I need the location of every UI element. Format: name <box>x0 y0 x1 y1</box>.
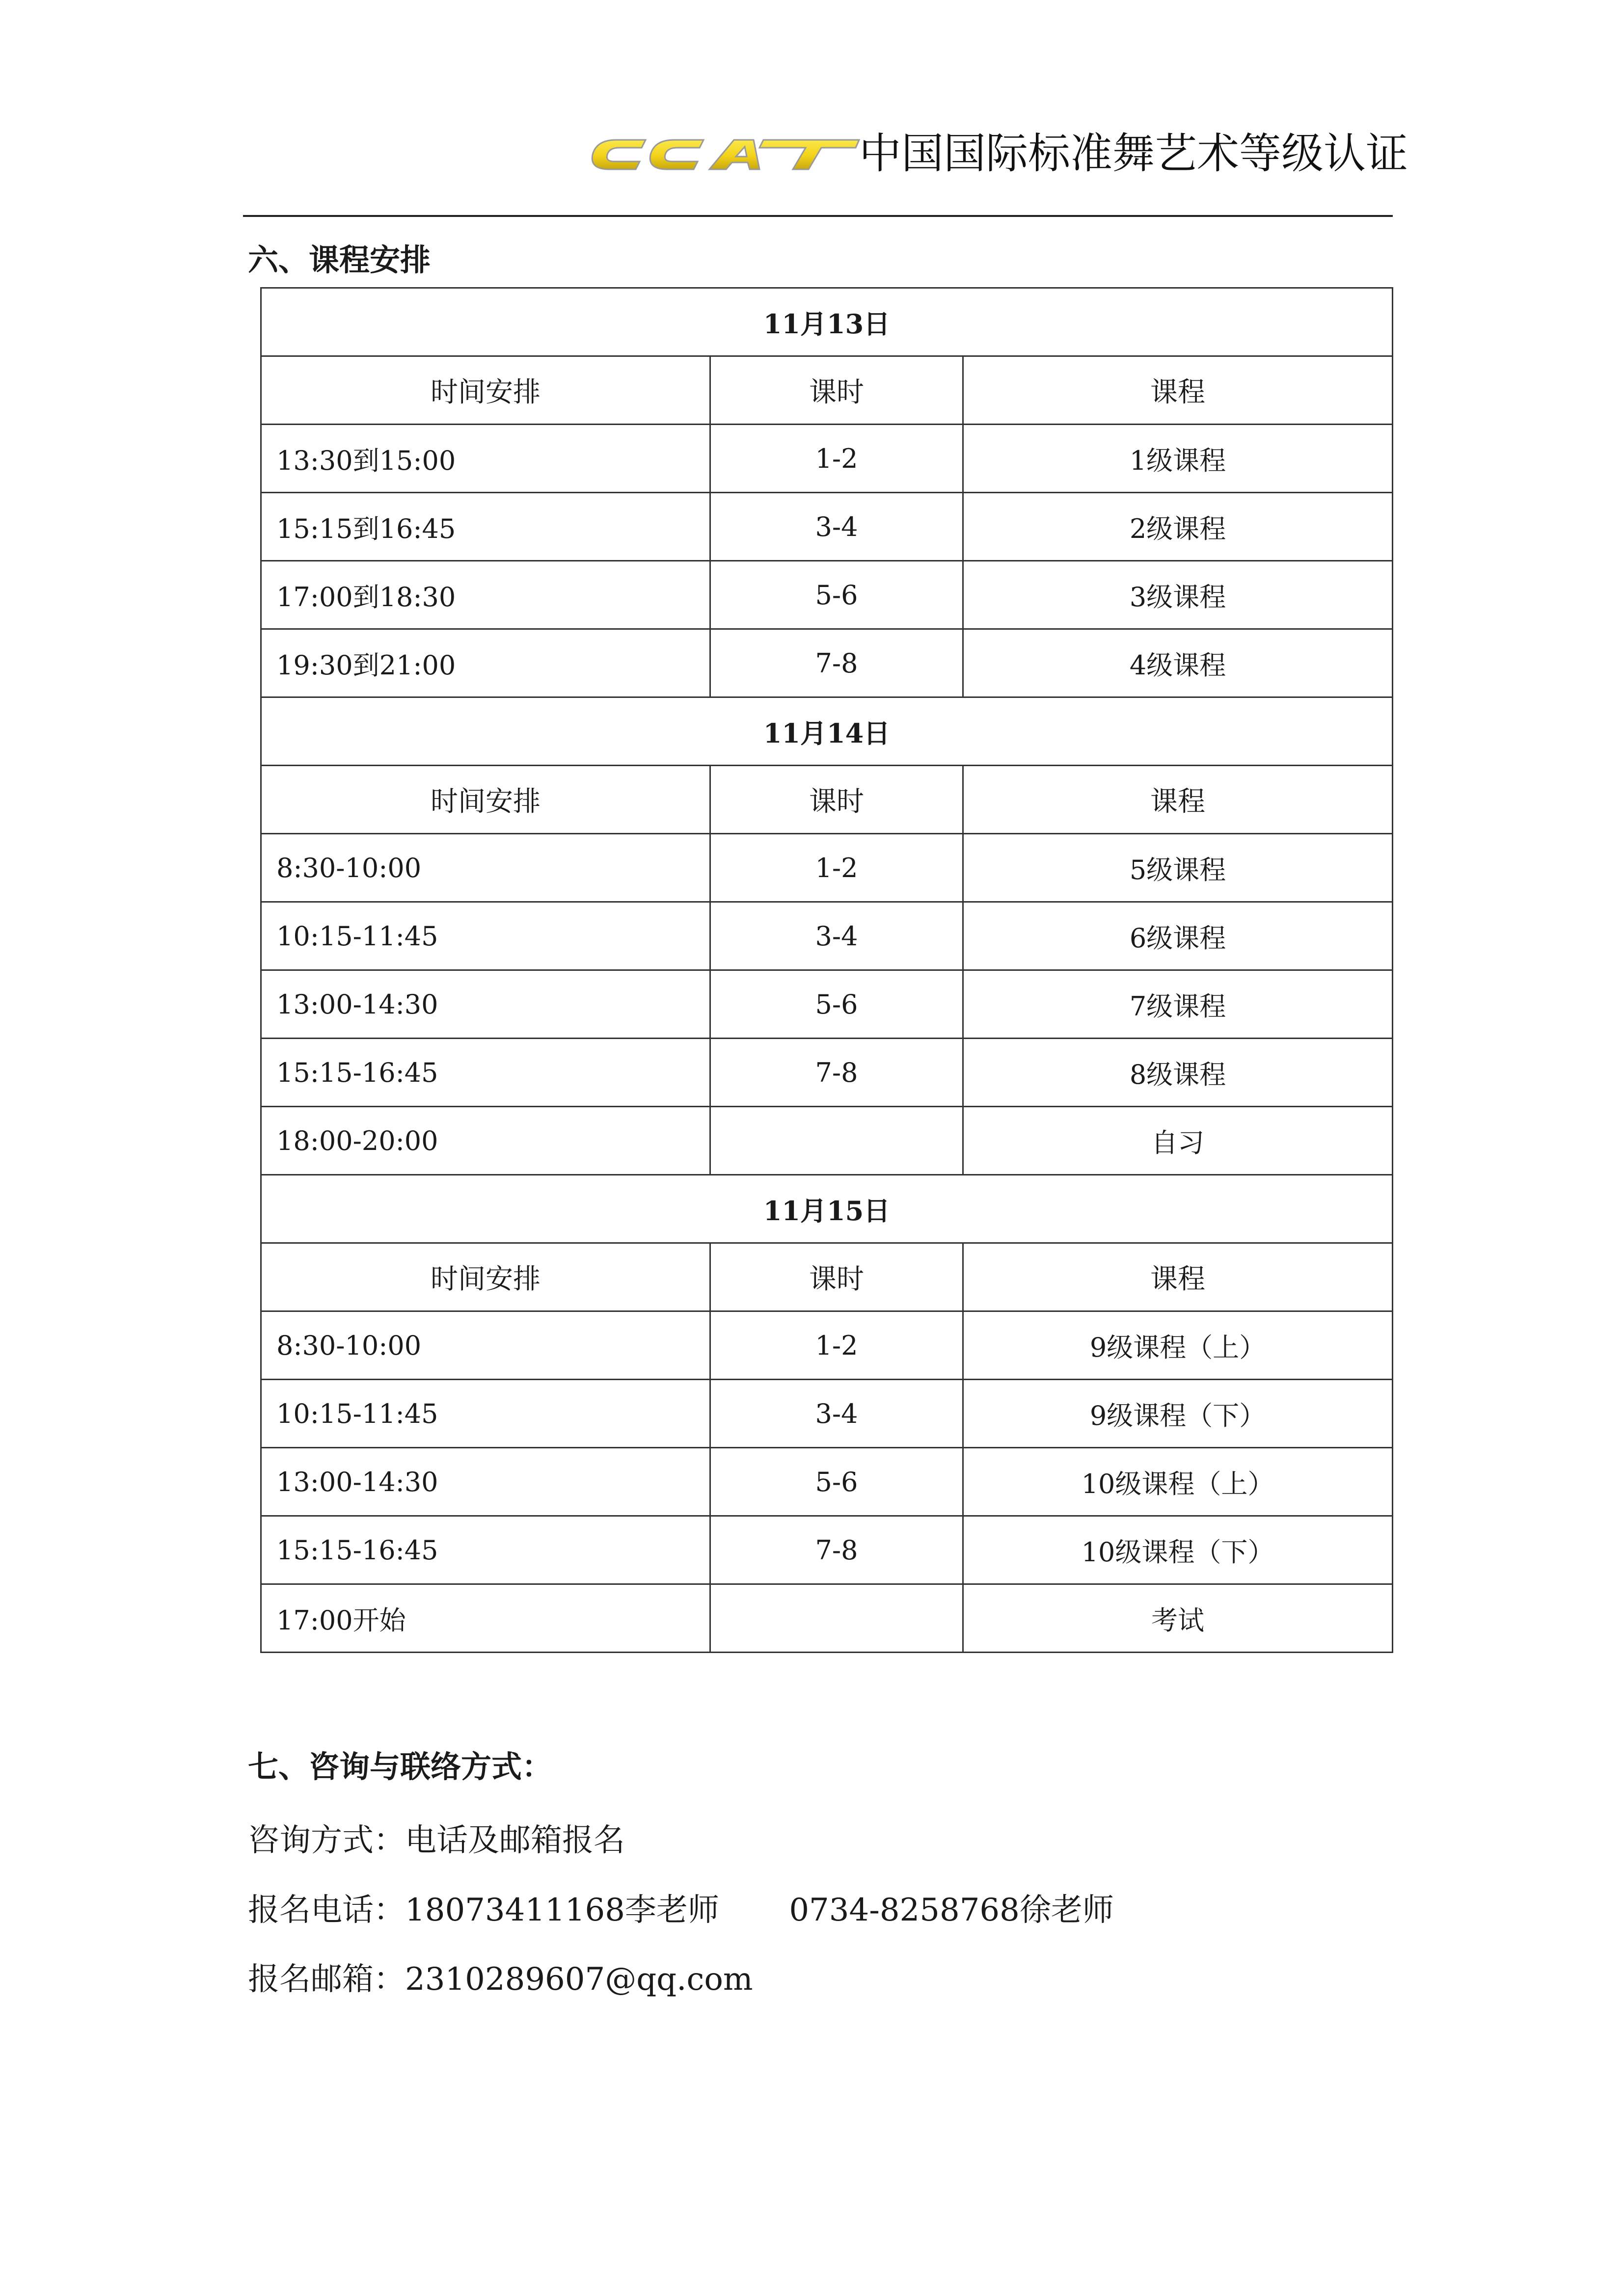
consult-method-line <box>248 1818 625 1863</box>
time-cell: 10:15-11:45 <box>261 902 710 970</box>
phone-line <box>248 1888 1114 1932</box>
section6-title: 六、课程安排 <box>248 242 431 278</box>
hours-cell: 3-4 <box>710 902 963 970</box>
time-cell: 18:00-20:00 <box>261 1107 710 1175</box>
course-cell: 10级课程（下） <box>963 1516 1393 1584</box>
header-divider <box>243 215 1393 217</box>
table-row <box>261 629 1393 697</box>
time-cell: 8:30-10:00 <box>261 834 710 902</box>
hours-column-header: 课时 <box>710 766 963 834</box>
phone-label: 报名电话： <box>248 1892 405 1928</box>
table-row <box>261 1584 1393 1653</box>
email-value: 2310289607@qq.com <box>405 1961 753 1998</box>
table-row <box>261 493 1393 561</box>
course-cell: 1级课程 <box>963 425 1393 493</box>
hours-cell: 3-4 <box>710 493 963 561</box>
column-header-row <box>261 356 1393 425</box>
email-line <box>248 1957 753 2002</box>
course-cell: 自习 <box>963 1107 1393 1175</box>
course-cell: 考试 <box>963 1584 1393 1653</box>
course-cell: 6级课程 <box>963 902 1393 970</box>
consult-method-value: 电话及邮箱报名 <box>405 1822 625 1859</box>
time-cell: 15:15-16:45 <box>261 1039 710 1107</box>
email-label: 报名邮箱： <box>248 1961 405 1998</box>
course-cell: 7级课程 <box>963 970 1393 1039</box>
time-column-header: 时间安排 <box>261 766 710 834</box>
column-header-row <box>261 766 1393 834</box>
course-column-header: 课程 <box>963 1243 1393 1311</box>
hours-cell <box>710 1584 963 1653</box>
column-header-row <box>261 1243 1393 1311</box>
time-cell: 15:15到16:45 <box>261 493 710 561</box>
table-row <box>261 561 1393 629</box>
consult-method-label: 咨询方式： <box>248 1822 405 1859</box>
course-cell: 5级课程 <box>963 834 1393 902</box>
hours-cell: 5-6 <box>710 970 963 1039</box>
course-cell: 9级课程（上） <box>963 1311 1393 1380</box>
date-row <box>261 697 1393 766</box>
page-header <box>243 120 1408 189</box>
table-row <box>261 902 1393 970</box>
course-cell: 2级课程 <box>963 493 1393 561</box>
time-cell: 19:30到21:00 <box>261 629 710 697</box>
time-cell: 15:15-16:45 <box>261 1516 710 1584</box>
date-cell: 11月13日 <box>261 288 1393 356</box>
course-cell: 8级课程 <box>963 1039 1393 1107</box>
table-row <box>261 1448 1393 1516</box>
time-cell: 17:00到18:30 <box>261 561 710 629</box>
section7-title: 七、咨询与联络方式： <box>248 1749 553 1785</box>
hours-cell: 5-6 <box>710 1448 963 1516</box>
table-row <box>261 1039 1393 1107</box>
time-cell: 13:30到15:00 <box>261 425 710 493</box>
table-row <box>261 1311 1393 1380</box>
hours-column-header: 课时 <box>710 1243 963 1311</box>
time-cell: 8:30-10:00 <box>261 1311 710 1380</box>
table-row <box>261 425 1393 493</box>
course-column-header: 课程 <box>963 356 1393 425</box>
hours-cell: 3-4 <box>710 1380 963 1448</box>
hours-column-header: 课时 <box>710 356 963 425</box>
time-cell: 10:15-11:45 <box>261 1380 710 1448</box>
hours-cell <box>710 1107 963 1175</box>
course-cell: 4级课程 <box>963 629 1393 697</box>
table-row <box>261 1107 1393 1175</box>
course-cell: 3级课程 <box>963 561 1393 629</box>
hours-cell: 7-8 <box>710 629 963 697</box>
course-column-header: 课程 <box>963 766 1393 834</box>
hours-cell: 1-2 <box>710 425 963 493</box>
date-cell: 11月14日 <box>261 697 1393 766</box>
hours-cell: 1-2 <box>710 834 963 902</box>
hours-cell: 7-8 <box>710 1039 963 1107</box>
course-cell: 9级课程（下） <box>963 1380 1393 1448</box>
org-name: 中国国际标准舞艺术等级认证 <box>859 129 1408 178</box>
date-row <box>261 1175 1393 1243</box>
time-cell: 13:00-14:30 <box>261 1448 710 1516</box>
hours-cell: 1-2 <box>710 1311 963 1380</box>
time-column-header: 时间安排 <box>261 1243 710 1311</box>
ccat-logo <box>587 130 862 179</box>
hours-cell: 7-8 <box>710 1516 963 1584</box>
table-row <box>261 834 1393 902</box>
date-cell: 11月15日 <box>261 1175 1393 1243</box>
course-cell: 10级课程（上） <box>963 1448 1393 1516</box>
table-row <box>261 1516 1393 1584</box>
hours-cell: 5-6 <box>710 561 963 629</box>
time-cell: 17:00开始 <box>261 1584 710 1653</box>
phone-contact-1: 18073411168李老师 <box>405 1892 719 1928</box>
table-row <box>261 1380 1393 1448</box>
time-column-header: 时间安排 <box>261 356 710 425</box>
date-row <box>261 288 1393 356</box>
course-schedule-table <box>260 287 1393 1653</box>
time-cell: 13:00-14:30 <box>261 970 710 1039</box>
phone-contact-2: 0734-8258768徐老师 <box>789 1892 1114 1928</box>
table-row <box>261 970 1393 1039</box>
